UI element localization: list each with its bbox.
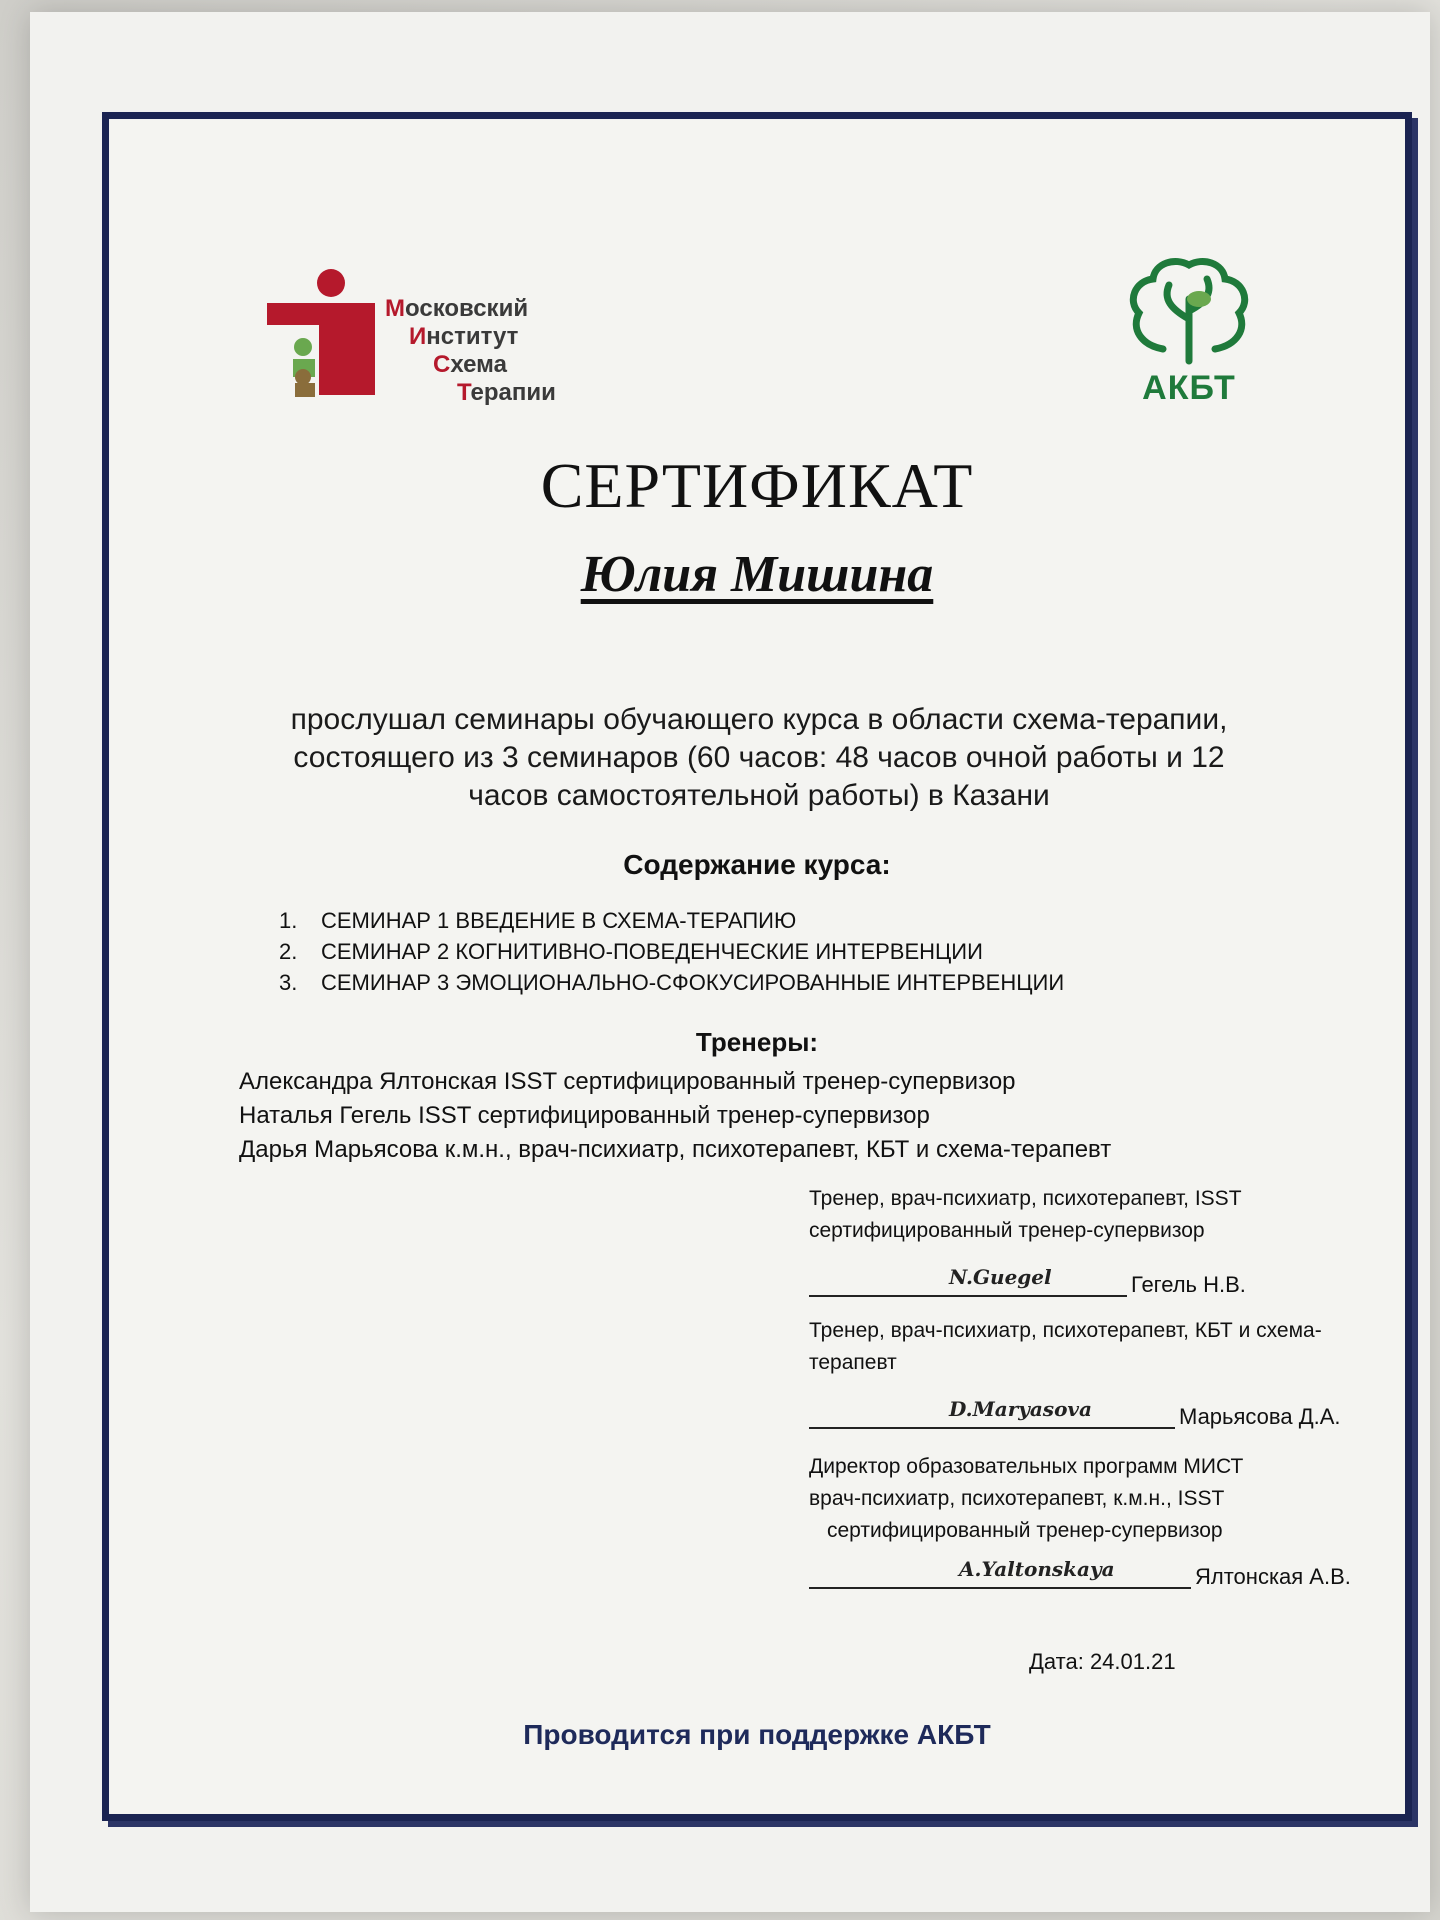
certificate-frame [102,112,1412,1821]
handwritten-signature: N.Guegel [949,1265,1052,1289]
brain-tree-logo-icon [1119,249,1259,369]
signer-role: Тренер, врач-психиатр, психотерапевт, КБТ и схема- [809,1319,1322,1342]
signer-role: Тренер, врач-психиатр, психотерапевт, ISST [809,1187,1242,1210]
handwritten-signature: D.Maryasova [949,1397,1092,1421]
signer-role: терапевт [809,1351,897,1374]
signer-role: Директор образовательных программ МИСТ [809,1455,1244,1478]
seminar-number: 1. [279,908,298,933]
certificate-paper [30,12,1430,1912]
trainer-list [239,1065,1239,1167]
mist-logo [267,267,587,407]
footer-support-note: Проводится при поддержке АКБТ [523,1719,991,1750]
signature-rule [809,1427,1175,1429]
signature-block-yaltonskaya [809,1451,1369,1595]
seminar-text: СЕМИНАР 1 ВВЕДЕНИЕ В СХЕМА-ТЕРАПИЮ [321,908,797,933]
mist-line-4: Терапии [457,379,556,406]
recipient-name: Юлия Мишина [580,546,934,603]
seminar-item [279,905,1179,936]
course-contents-heading: Содержание курса: [623,849,891,880]
mist-logo-text [385,295,556,407]
signer-role: сертифицированный тренер-супервизор [827,1519,1223,1542]
signer-name: Ялтонская А.В. [1195,1564,1351,1589]
signer-role: сертифицированный тренер-супервизор [809,1219,1205,1242]
seminar-list [279,905,1179,998]
signature-block-maryasova [809,1315,1369,1435]
signature-line [809,1265,1369,1303]
signature-block-gegel [809,1183,1369,1303]
certificate-date: Дата: 24.01.21 [1029,1649,1176,1674]
seminar-number: 2. [279,939,298,964]
signature-rule [809,1295,1127,1297]
mist-figure-logo-icon [267,267,377,397]
mist-line-2: Институт [409,323,519,350]
description-line: прослушал семинары обучающего курса в области схема-терапии, [290,703,1228,736]
trainer-item: Наталья Гегель ISST сертифицированный тренер-супервизор [239,1102,930,1129]
seminar-number: 3. [279,970,298,995]
signer-name: Марьясова Д.А. [1179,1404,1341,1429]
certificate-content [109,119,1405,1814]
akbt-logo-text: АКБТ [1142,369,1236,407]
signature-line [809,1557,1369,1595]
signer-role: врач-психиатр, психотерапевт, к.м.н., ISST [809,1487,1225,1510]
seminar-text: СЕМИНАР 2 КОГНИТИВНО-ПОВЕДЕНЧЕСКИЕ ИНТЕРВЕНЦИИ [321,939,983,964]
signature-line [809,1397,1369,1435]
signature-rule [809,1587,1191,1589]
signer-name: Гегель Н.В. [1131,1272,1246,1297]
seminar-item [279,936,1179,967]
trainer-item: Александра Ялтонская ISST сертифицированный тренер-супервизор [239,1068,1016,1095]
course-description [219,701,1299,815]
akbt-logo [1119,249,1259,409]
mist-line-1: Московский [385,295,529,322]
description-line: состоящего из 3 семинаров (60 часов: 48 часов очной работы и 12 [293,741,1225,774]
certificate-title: СЕРТИФИКАТ [540,450,974,521]
trainer-item: Дарья Марьясова к.м.н., врач-психиатр, психотерапевт, КБТ и схема-терапевт [239,1136,1112,1163]
mist-line-3: Схема [433,351,507,378]
handwritten-signature: A.Yaltonskaya [959,1557,1115,1581]
trainers-heading: Тренеры: [695,1027,819,1057]
description-line: часов самостоятельной работы) в Казани [468,779,1050,812]
seminar-item [279,967,1179,998]
seminar-text: СЕМИНАР 3 ЭМОЦИОНАЛЬНО-СФОКУСИРОВАННЫЕ ИНТЕРВЕНЦИИ [321,970,1065,995]
